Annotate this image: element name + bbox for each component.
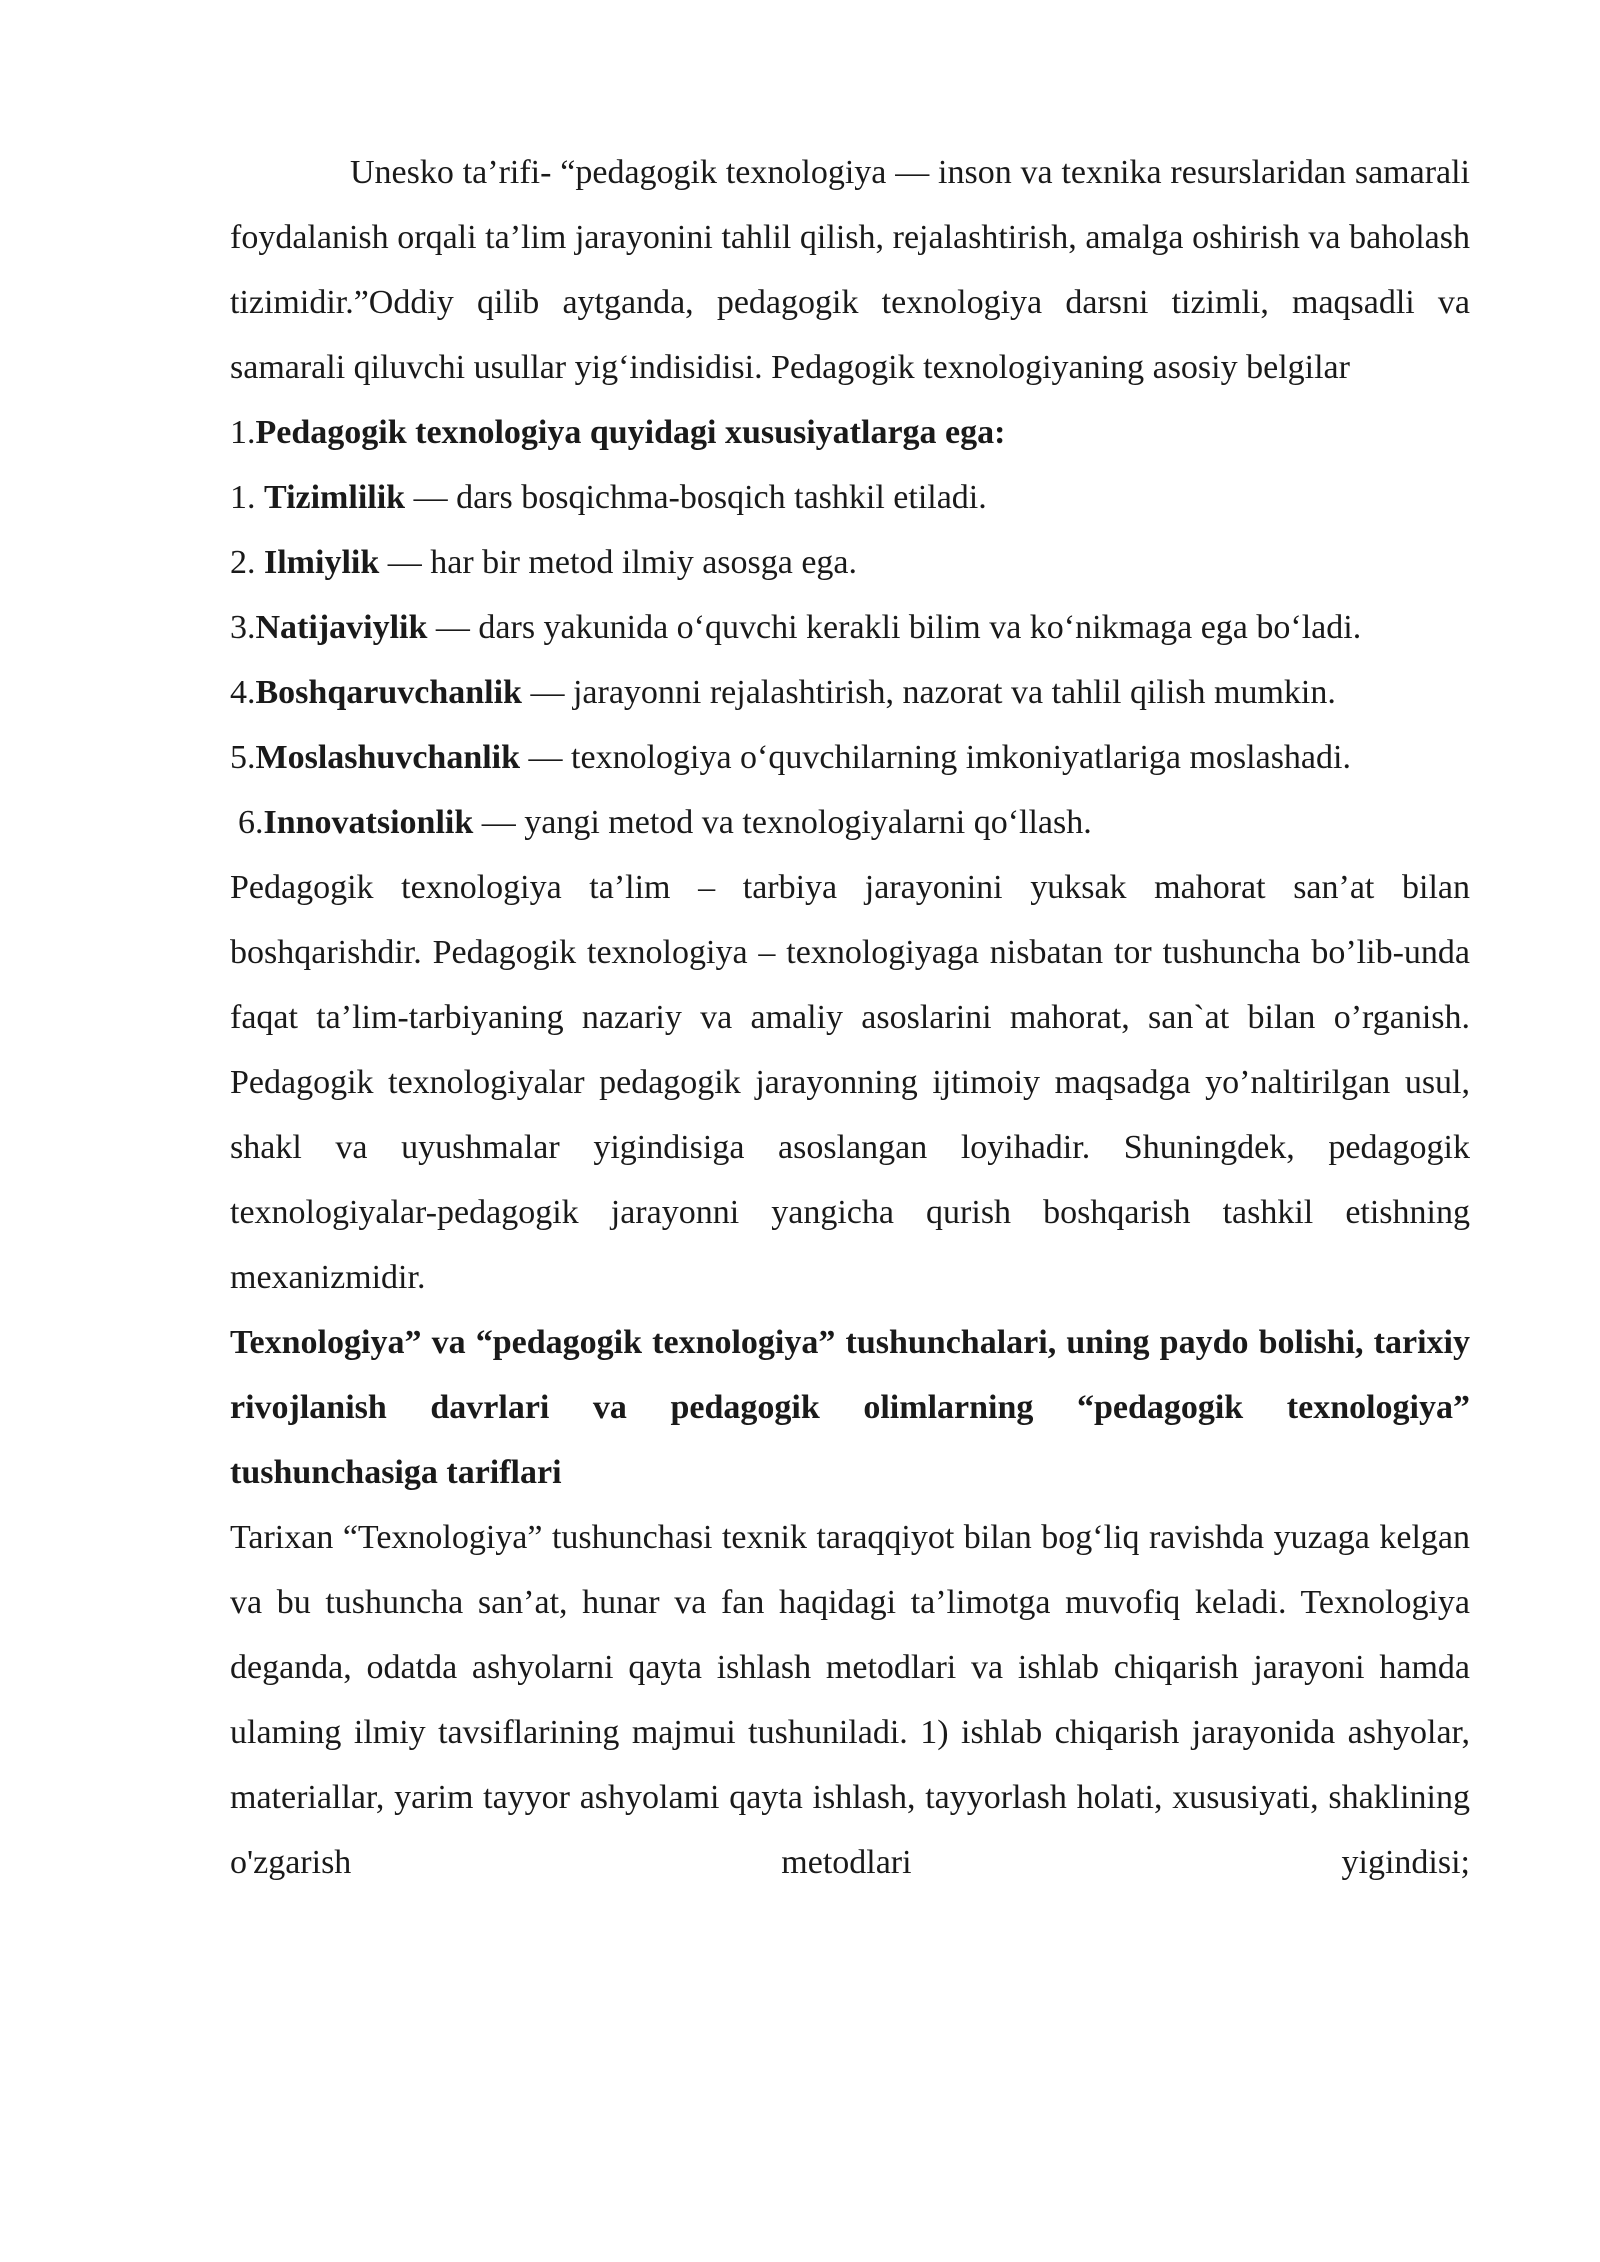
list-item bbox=[230, 790, 1470, 855]
list-item-text: — jarayonni rejalashtirish, nazorat va tahlil qilish mumkin. bbox=[521, 674, 1336, 711]
list-item-text: — dars bosqichma-bosqich tashkil etiladi. bbox=[405, 479, 987, 516]
list-item bbox=[230, 660, 1470, 725]
body-paragraph: Tarixan “Texnologiya” tushunchasi texnik taraqqiyot bilan bog‘liq ravishda yuzaga kelgan va bu tushuncha san’at, hunar va fan haqidagi ta’limotga muvofiq keladi. Texnologiya deganda, odatda ashyolarni qayta ishlash metodlari va ishlab chiqarish jarayoni hamda ulaming ilmiy tavsiflarining majmui tushuniladi. 1) ishlab chiqarish jarayonida ashyolar, materiallar, yarim tayyor ashyolami qayta ishlash, tayyorlash holati, xususiyati, shaklining o'zgarish metodlari yigindisi; bbox=[230, 1519, 1470, 1881]
list-item-number: 1. bbox=[230, 479, 264, 516]
body-paragraph: Pedagogik texnologiya ta’lim – tarbiya jarayonini yuksak mahorat san’at bilan boshqarishdir. Pedagogik texnologiya – texnologiyaga nisbatan tor tushuncha bo’lib-unda faqat ta’lim-tarbiyaning nazariy va amaliy asoslarini mahorat, san`at bilan o’rganish. Pedagogik texnologiyalar pedagogik jarayonning ijtimoiy maqsadga yo’naltirilgan usul, shakl va uyushmalar yigindisiga asoslangan loyihadir. Shuningdek, pedagogik texnologiyalar-pedagogik jarayonni yangicha qurish boshqarish tashkil etishning mexanizmidir. bbox=[230, 869, 1470, 1296]
list-item bbox=[230, 530, 1470, 595]
list-item-text: — yangi metod va texnologiyalarni qo‘llash. bbox=[473, 804, 1092, 841]
list-item bbox=[230, 595, 1470, 660]
list-item-number: 6. bbox=[238, 804, 264, 841]
list-item-term: Moslashuvchanlik bbox=[255, 739, 521, 776]
list-item bbox=[230, 465, 1470, 530]
list-item-text: — texnologiya o‘quvchilarning imkoniyatlariga moslashadi. bbox=[520, 739, 1351, 776]
list-item-number: 2. bbox=[230, 544, 264, 581]
list-item-number: 4. bbox=[230, 674, 256, 711]
intro-paragraph: Unesko ta’rifi- “pedagogik texnologiya — inson va texnika resurslaridan samarali foydalanish orqali ta’lim jarayonini tahlil qilish, rejalashtirish, amalga oshirish va baholash tizimidir.”Oddiy qilib aytganda, pedagogik texnologiya darsni tizimli, maqsadli va samarali qiluvchi usullar yig‘indisidisi. Pedagogik texnologiyaning asosiy belgilar bbox=[230, 154, 1470, 386]
list-item-text: — dars yakunida o‘quvchi kerakli bilim va ko‘nikmaga ega bo‘ladi. bbox=[427, 609, 1362, 646]
section-heading bbox=[230, 1310, 1470, 1505]
document-page bbox=[230, 140, 1470, 1895]
list-item-text: — har bir metod ilmiy asosga ega. bbox=[379, 544, 858, 581]
list-item-term: Tizimlilik bbox=[264, 479, 406, 516]
list-item bbox=[230, 725, 1470, 790]
list-heading-number: 1. bbox=[230, 414, 256, 451]
list-item-term: Boshqaruvchanlik bbox=[255, 674, 522, 711]
list-heading-text: Pedagogik texnologiya quyidagi xususiyatlarga ega: bbox=[255, 414, 1006, 451]
list-item-term: Innovatsionlik bbox=[263, 804, 474, 841]
list-item-number: 3. bbox=[230, 609, 256, 646]
list-item-term: Ilmiylik bbox=[264, 544, 380, 581]
section-heading-text: Texnologiya” va “pedagogik texnologiya” tushunchalari, uning paydo bolishi, tarixiy rivojlanish davrlari va pedagogik olimlarning “pedagogik texnologiya” tushunchasiga tariflari bbox=[230, 1324, 1470, 1491]
list-item-number: 5. bbox=[230, 739, 256, 776]
list-item-term: Natijaviylik bbox=[255, 609, 428, 646]
list-heading bbox=[230, 400, 1470, 465]
